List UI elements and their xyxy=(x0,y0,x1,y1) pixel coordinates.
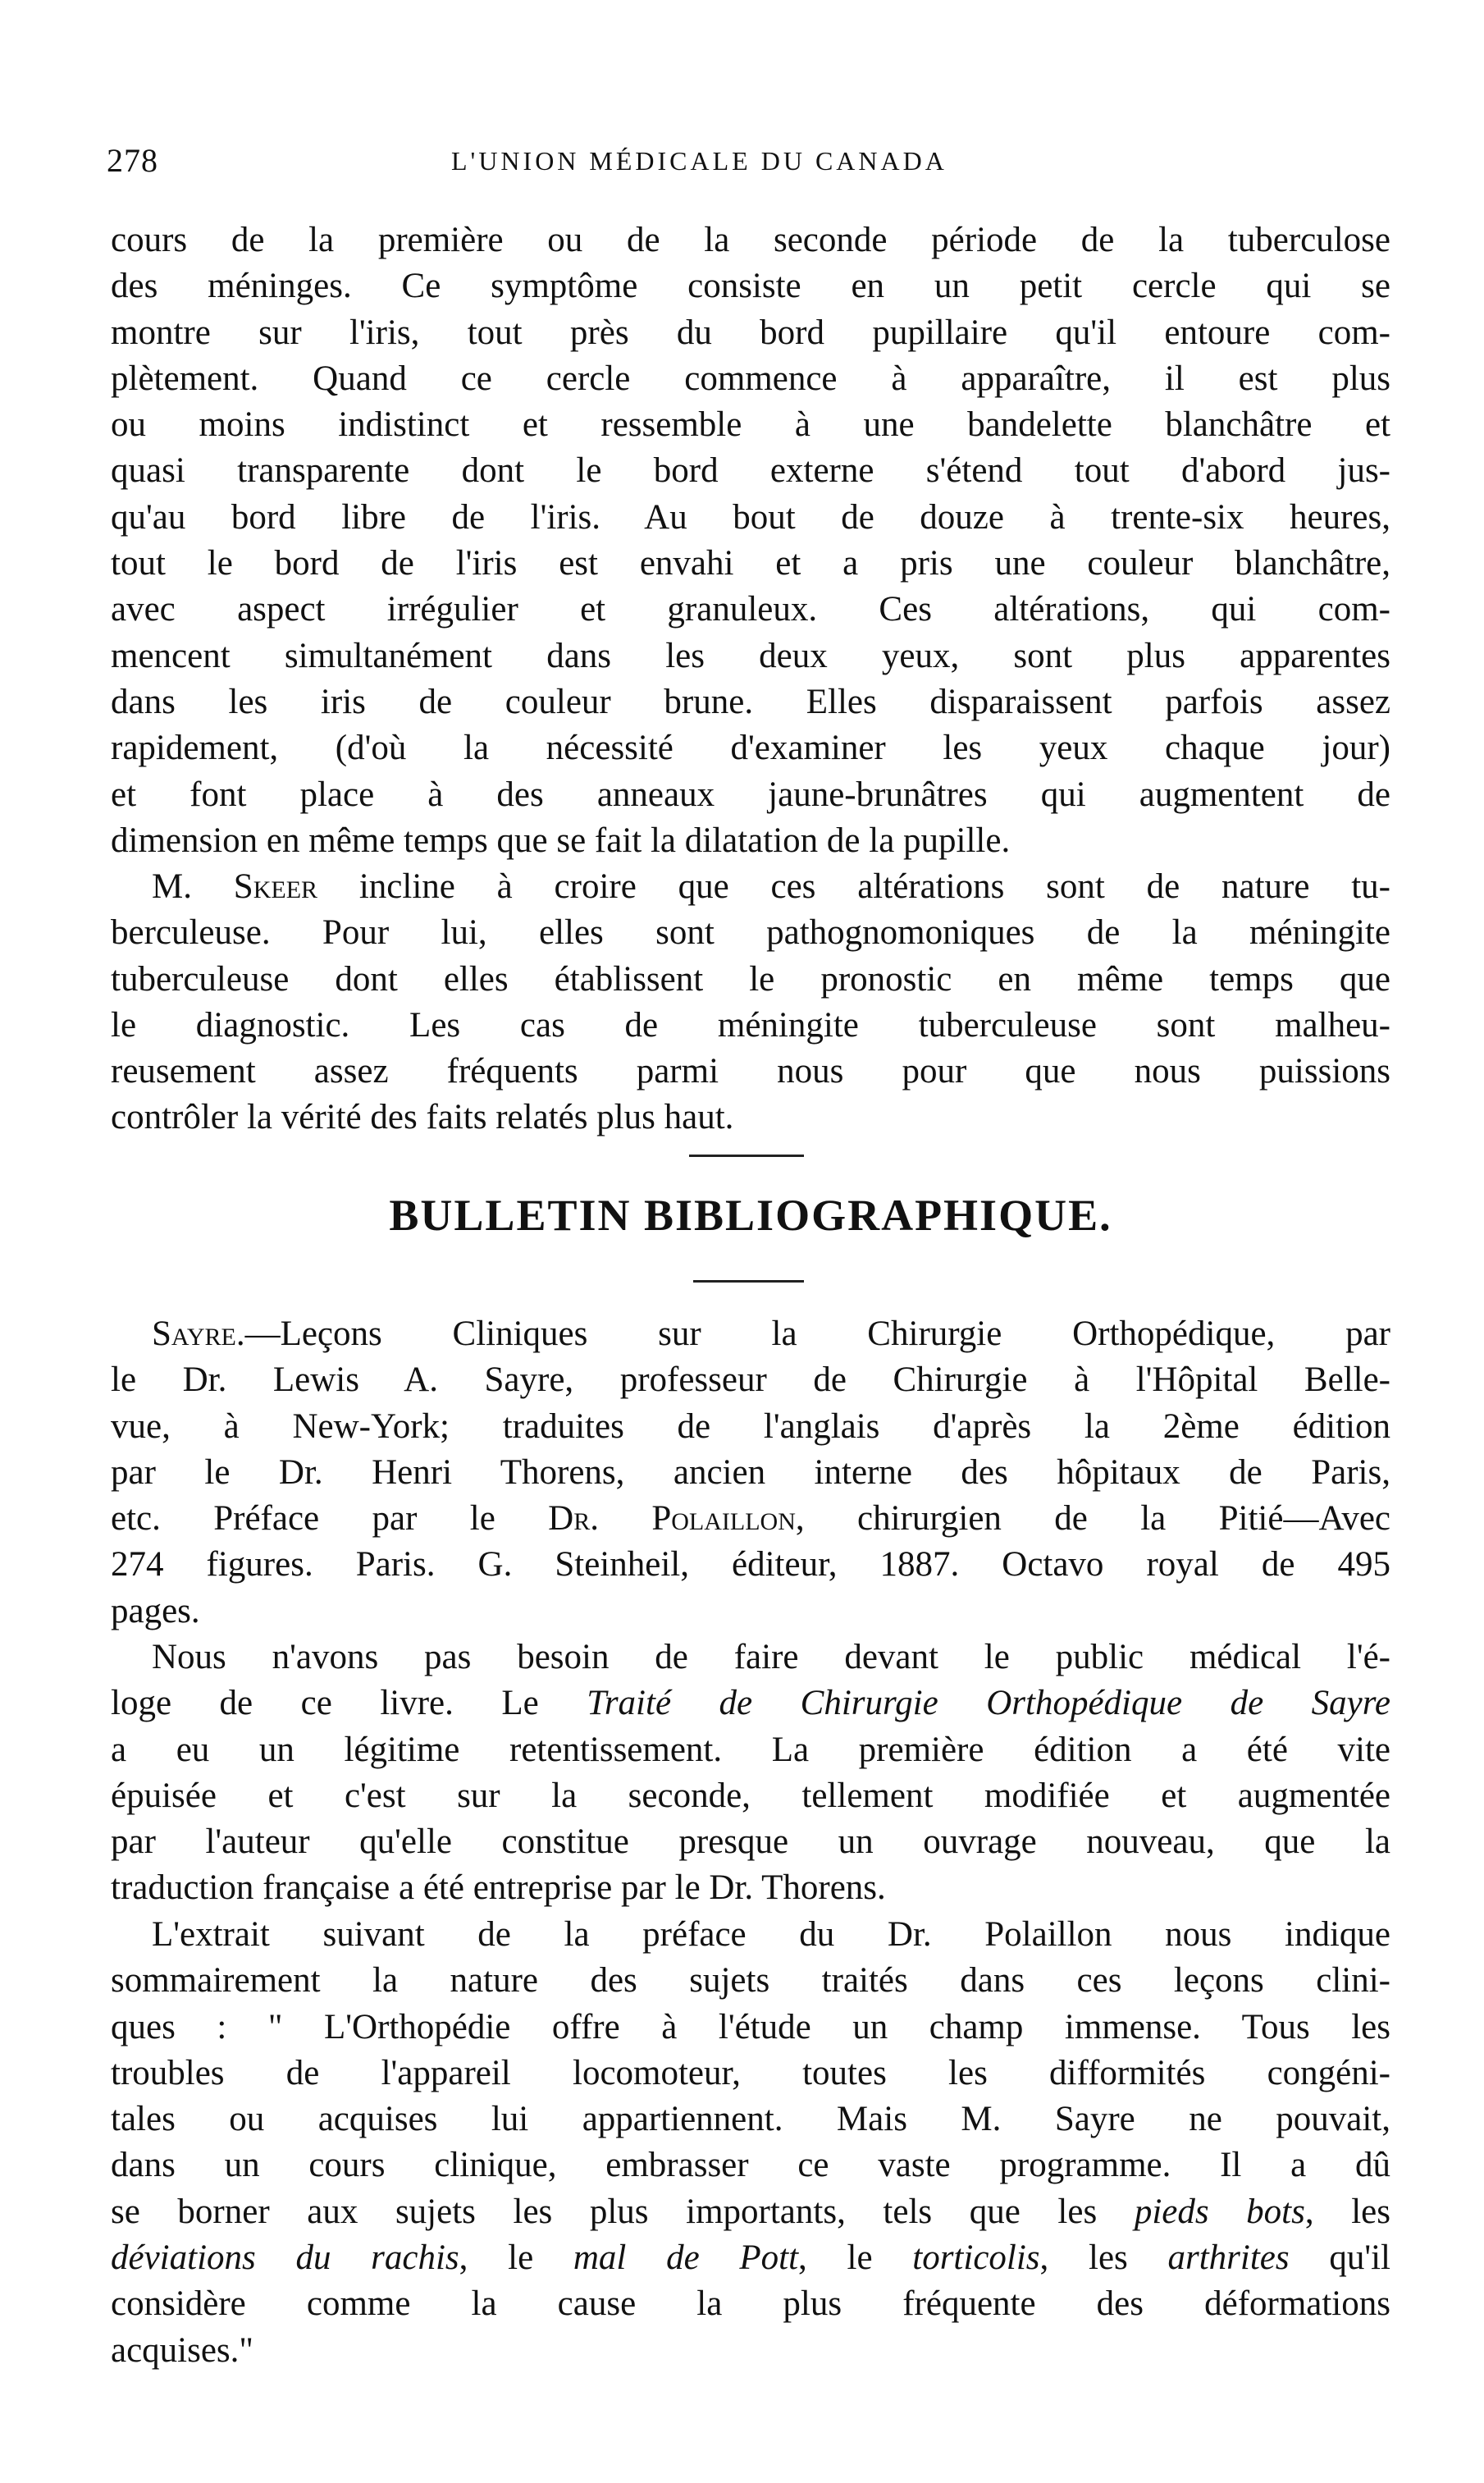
text-line: reusement assez fréquents parmi nous pour que nous puissions xyxy=(111,1052,1390,1091)
text-fragment: , le xyxy=(798,2238,913,2278)
italic-term: mal de Pott xyxy=(573,2238,799,2278)
text-line: L'extrait suivant de la préface du Dr. Polaillon nous indique xyxy=(152,1915,1390,1954)
text-line: avec aspect irrégulier et granuleux. Ces altérations, qui com- xyxy=(111,590,1390,629)
paragraph-preface-extract xyxy=(111,1912,1390,2374)
text-line: tales ou acquises lui appartiennent. Mais M. Sayre ne pouvait, xyxy=(111,2100,1390,2139)
text-line: troubles de l'appareil locomoteur, toutes les difformités congéni- xyxy=(111,2053,1390,2092)
author-name: Skeer xyxy=(233,867,318,906)
text-line: montre sur l'iris, tout près du bord pupillaire qu'il entoure com- xyxy=(111,313,1390,352)
text-line: sommairement la nature des sujets traités dans ces leçons clini- xyxy=(111,1961,1390,2001)
text-line xyxy=(111,1311,1390,1357)
text-fragment: , le xyxy=(459,2238,573,2278)
text-line: par l'auteur qu'elle constitue presque un ouvrage nouveau, que la xyxy=(111,1822,1390,1862)
italic-term: torticolis xyxy=(912,2238,1040,2278)
text-line: épuisée et c'est sur la seconde, tellement modifiée et augmentée xyxy=(111,1776,1390,1815)
text-line: pages. xyxy=(111,1591,200,1630)
text-line xyxy=(111,2189,1390,2235)
text-line: tuberculeuse dont elles établissent le pronostic en même temps que xyxy=(111,959,1390,999)
text-line: dimension en même temps que se fait la dilatation de la pupille. xyxy=(111,821,1011,860)
section-divider-top xyxy=(689,1155,804,1157)
author-name: Sayre. xyxy=(152,1315,245,1353)
text-line: contrôler la vérité des faits relatés plus haut. xyxy=(111,1098,734,1137)
text-fragment: , les xyxy=(1039,2238,1168,2278)
text-line: quasi transparente dont le bord externe s'étend tout d'abord jus- xyxy=(111,451,1390,491)
text-line: le Dr. Lewis A. Sayre, professeur de Chirurgie à l'Hôpital Belle- xyxy=(111,1360,1390,1400)
text-line: cours de la première ou de la seconde période de la tuberculose xyxy=(111,221,1390,259)
paragraph-review xyxy=(111,1635,1390,1912)
text-line: ou moins indistinct et ressemble à une bandelette blanchâtre et xyxy=(111,405,1390,445)
text-line: plètement. Quand ce cercle commence à apparaître, il est plus xyxy=(111,359,1390,398)
text-fragment: M. xyxy=(152,867,234,906)
text-fragment: qu'il xyxy=(1289,2238,1390,2278)
review-citation xyxy=(111,1311,1390,1635)
text-line: vue, à New-York; traduites de l'anglais d'après la 2ème édition xyxy=(111,1406,1390,1446)
section-divider-bottom xyxy=(693,1280,804,1283)
italic-term: arthrites xyxy=(1167,2238,1290,2278)
text-line: 274 figures. Paris. G. Steinheil, éditeur, 1887. Octavo royal de 495 xyxy=(111,1545,1390,1584)
text-line xyxy=(111,2235,1390,2281)
text-line xyxy=(111,864,1390,910)
text-line xyxy=(111,1496,1390,1542)
text-line: mencent simultanément dans les deux yeux, sont plus apparentes xyxy=(111,636,1390,675)
book-title: Traité de Chirurgie Orthopédique de Sayre xyxy=(587,1684,1390,1723)
text-fragment: , chirurgien de la Pitié—Avec xyxy=(795,1499,1390,1539)
paragraph-continuation xyxy=(111,217,1390,864)
text-line: tout le bord de l'iris est envahi et a pris une couleur blanchâtre, xyxy=(111,544,1390,583)
text-fragment: incline à croire que ces altérations sont de nature tu- xyxy=(317,867,1390,906)
text-fragment: —Leçons Cliniques sur la Chirurgie Orthopédique, par xyxy=(244,1315,1390,1353)
running-head: L'UNION MÉDICALE DU CANADA xyxy=(451,146,947,176)
text-line: berculeuse. Pour lui, elles sont pathognomoniques de la méningite xyxy=(111,913,1390,953)
text-line: ques : " L'Orthopédie offre à l'étude un champ immense. Tous les xyxy=(111,2007,1390,2046)
text-line: considère comme la cause la plus fréquente des déformations xyxy=(111,2284,1390,2324)
author-name: Dr. Polaillon xyxy=(548,1499,796,1539)
text-line: acquises." xyxy=(111,2330,253,2370)
text-line: rapidement, (d'où la nécessité d'examiner les yeux chaque jour) xyxy=(111,729,1390,768)
text-line: a eu un légitime retentissement. La première édition a été vite xyxy=(111,1730,1390,1769)
text-line: dans un cours clinique, embrasser ce vaste programme. Il a dû xyxy=(111,2146,1390,2185)
section-title: BULLETIN BIBLIOGRAPHIQUE. xyxy=(389,1191,1112,1240)
text-line xyxy=(111,1680,1390,1726)
text-fragment: etc. Préface par le xyxy=(111,1499,549,1539)
italic-term: pieds bots xyxy=(1134,2192,1305,2231)
text-fragment: se borner aux sujets les plus importants, tels que les xyxy=(111,2192,1135,2231)
text-line: qu'au bord libre de l'iris. Au bout de douze à trente-six heures, xyxy=(111,497,1390,537)
text-line: le diagnostic. Les cas de méningite tuberculeuse sont malheu- xyxy=(111,1005,1390,1045)
italic-term: déviations du rachis xyxy=(111,2238,459,2278)
paragraph-skeer xyxy=(111,864,1390,1141)
page-header xyxy=(107,141,1403,190)
text-line: et font place à des anneaux jaune-brunâtres qui augmentent de xyxy=(111,775,1390,814)
page-number: 278 xyxy=(107,142,158,179)
text-line: des méninges. Ce symptôme consiste en un petit cercle qui se xyxy=(111,267,1390,306)
text-line: dans les iris de couleur brune. Elles disparaissent parfois assez xyxy=(111,682,1390,721)
text-line: traduction française a été entreprise par le Dr. Thorens. xyxy=(111,1868,886,1908)
text-line: Nous n'avons pas besoin de faire devant le public médical l'é- xyxy=(152,1638,1390,1676)
text-line: par le Dr. Henri Thorens, ancien interne des hôpitaux de Paris, xyxy=(111,1452,1390,1492)
text-fragment: loge de ce livre. Le xyxy=(111,1684,587,1723)
text-fragment: , les xyxy=(1304,2192,1390,2231)
